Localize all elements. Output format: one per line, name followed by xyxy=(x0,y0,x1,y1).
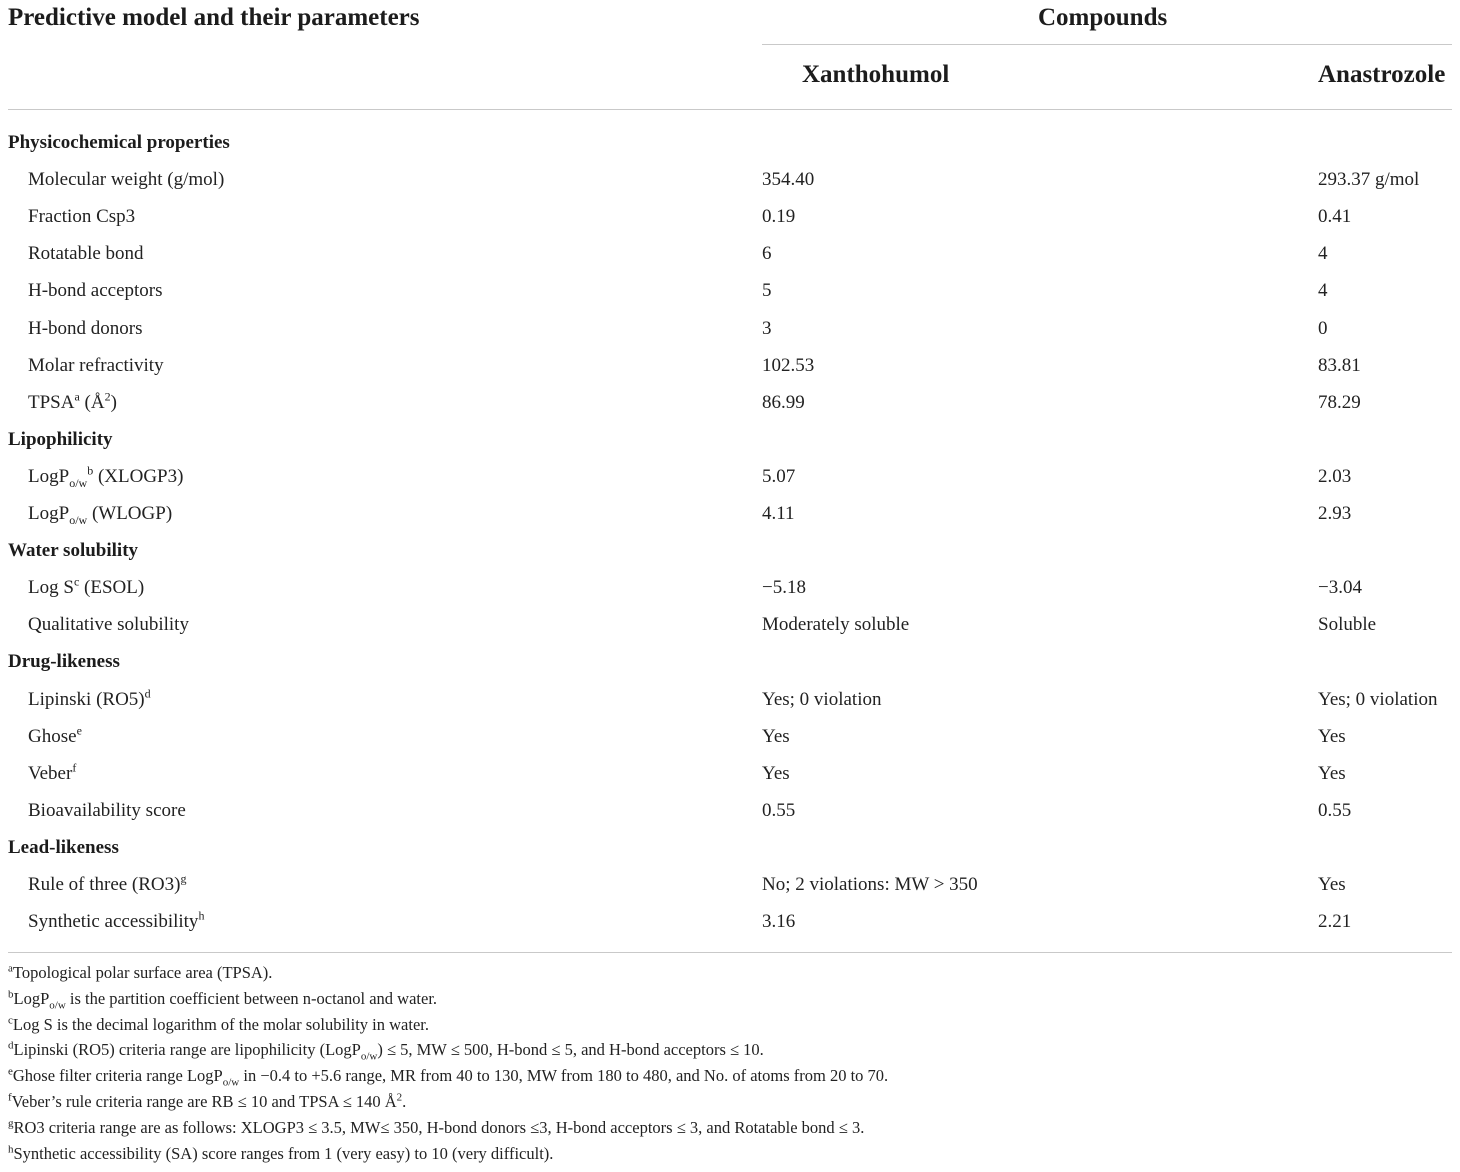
footnote-mark: b xyxy=(8,988,14,1001)
footnote-mark: g xyxy=(8,1117,14,1130)
footnote-subscript: o/w xyxy=(49,999,66,1012)
xanthohumol-value: 5 xyxy=(762,280,772,302)
anastrozole-value: Soluble xyxy=(1318,614,1377,636)
parameter-label xyxy=(28,760,77,785)
footnote xyxy=(8,1118,864,1138)
footnote-marker: h xyxy=(198,908,205,923)
footnote-mark: h xyxy=(8,1143,14,1156)
parameter-text: Ghose xyxy=(28,725,77,747)
parameter-label xyxy=(28,463,184,490)
xanthohumol-value: 0.19 xyxy=(762,206,796,228)
parameter-label xyxy=(28,871,187,896)
table-bottom-rule xyxy=(8,952,1452,953)
footnote-text: Ghose filter criteria range LogP xyxy=(12,1066,223,1086)
footnote-mark: f xyxy=(8,1091,12,1104)
xanthohumol-value: −5.18 xyxy=(762,577,806,599)
parameter-text: TPSA xyxy=(28,391,75,413)
section-title: Lipophilicity xyxy=(8,428,113,450)
parameter-text: Molecular weight (g/mol) xyxy=(28,169,225,191)
anastrozole-value: 293.37 g/mol xyxy=(1318,169,1420,191)
footnote-marker: c xyxy=(73,574,80,589)
footnote xyxy=(8,988,438,1012)
anastrozole-value: 83.81 xyxy=(1318,354,1361,376)
section-title: Physicochemical properties xyxy=(8,132,230,153)
anastrozole-value: Yes xyxy=(1318,874,1346,895)
parameter-text: H-bond acceptors xyxy=(28,280,163,302)
parameter-text: Log S xyxy=(28,577,74,599)
parameter-label xyxy=(28,723,82,748)
footnote xyxy=(8,963,272,983)
footnote-marker: g xyxy=(180,871,187,886)
parameter-tail: ) xyxy=(110,391,117,413)
xanthohumol-value: 354.40 xyxy=(762,169,815,191)
parameter-label xyxy=(28,355,164,377)
parameter-text: H-bond donors xyxy=(28,317,143,339)
parameter-text: LogP xyxy=(28,465,70,487)
footnote xyxy=(8,1092,406,1112)
anastrozole-value: 0.41 xyxy=(1318,206,1352,228)
footnote-superscript: 2 xyxy=(396,1091,403,1104)
anastrozole-value: 4 xyxy=(1318,280,1328,302)
footnote-text: Log S is the decimal logarithm of the molar solubility in water. xyxy=(12,1014,429,1034)
xanthohumol-value: Moderately soluble xyxy=(762,614,910,636)
xanthohumol-value: Yes xyxy=(762,762,790,784)
anastrozole-value: 0.55 xyxy=(1318,799,1352,821)
footnote xyxy=(8,1065,889,1089)
parameter-label xyxy=(28,169,224,191)
anastrozole-value: Yes xyxy=(1318,725,1346,747)
parameter-text: Lipinski (RO5) xyxy=(28,688,145,710)
xanthohumol-value: Yes; 0 violation xyxy=(762,688,882,710)
anastrozole-value: 2.21 xyxy=(1318,911,1352,933)
parameter-label xyxy=(28,503,172,525)
footnote-text: is the partition coefficient between n-octanol and water. xyxy=(65,988,438,1008)
xanthohumol-value: 0.55 xyxy=(762,799,796,821)
footnote-text: Synthetic accessibility (SA) score ranges from 1 (very easy) to 10 (very difficult). xyxy=(13,1143,554,1163)
footnote-subscript: o/w xyxy=(222,1076,240,1089)
subscript: o/w xyxy=(69,475,88,490)
xanthohumol-value: 3 xyxy=(762,317,772,339)
parameter-text: Rotatable bond xyxy=(28,243,144,265)
parameter-text: Rule of three (RO3) xyxy=(28,874,181,895)
footnote-marker: b xyxy=(87,463,94,478)
xanthohumol-value: 86.99 xyxy=(762,391,805,413)
parameter-text: Veber xyxy=(28,762,73,784)
xanthohumol-value: Yes xyxy=(762,725,790,747)
parameter-label xyxy=(28,574,145,599)
footnote-marker: e xyxy=(76,723,82,738)
footnote-marker: d xyxy=(144,686,151,701)
footnote xyxy=(8,1015,429,1035)
footnote-pre: LogP xyxy=(13,988,50,1008)
parameter-text: Qualitative solubility xyxy=(28,614,189,636)
parameter-label xyxy=(28,800,186,822)
column-header-anastrozole: Anastrozole xyxy=(1318,61,1446,88)
parameter-suffix: (XLOGP3) xyxy=(93,465,184,487)
subscript: o/w xyxy=(69,512,88,527)
header-bottom-rule xyxy=(8,109,1452,110)
parameter-label xyxy=(28,908,205,933)
footnote-text: RO3 criteria range are as follows: XLOGP3 ≤ 3.5, MW≤ 350, H-bond donors ≤3, H-bond acceptors ≤ 3, and Rotatable bond ≤ 3. xyxy=(13,1117,865,1137)
footnote-subscript: o/w xyxy=(360,1050,378,1063)
xanthohumol-value: 102.53 xyxy=(762,354,815,376)
anastrozole-value: −3.04 xyxy=(1318,577,1362,599)
parameter-suffix: (ESOL) xyxy=(79,577,145,599)
anastrozole-value: Yes; 0 violation xyxy=(1318,688,1438,710)
parameter-suffix: (Å xyxy=(79,391,105,413)
parameter-label xyxy=(28,318,143,340)
parameter-text: LogP xyxy=(28,503,70,524)
parameter-text: Bioavailability score xyxy=(28,799,186,821)
footnote-post: . xyxy=(402,1092,407,1111)
group-header-rule xyxy=(762,44,1452,45)
footnote-text: Veber’s rule criteria range are RB ≤ 10 and TPSA ≤ 140 Å xyxy=(11,1092,397,1111)
parameter-label xyxy=(28,243,144,265)
section-title: Water solubility xyxy=(8,540,139,562)
parameter-label xyxy=(28,280,163,302)
parameter-text: Fraction Csp3 xyxy=(28,206,136,228)
footnote-text: Topological polar surface area (TPSA). xyxy=(12,963,273,982)
footnote-mark: c xyxy=(8,1014,13,1027)
section-title: Drug-likeness xyxy=(8,651,120,673)
unit-superscript: 2 xyxy=(104,389,111,404)
xanthohumol-value: 6 xyxy=(762,243,772,265)
footnote-text: Lipinski (RO5) criteria range are lipophilicity (LogP xyxy=(13,1040,361,1060)
footnote-post: in −0.4 to +5.6 range, MR from 40 to 130, MW from 180 to 480, and No. of atoms from 20 to 70. xyxy=(239,1066,889,1086)
xanthohumol-value: 5.07 xyxy=(762,465,796,487)
column-group-header-compounds: Compounds xyxy=(1038,4,1168,31)
footnote xyxy=(8,1039,764,1063)
anastrozole-value: 2.03 xyxy=(1318,465,1352,487)
parameter-text: Synthetic accessibility xyxy=(28,911,199,933)
footnote-mark: e xyxy=(8,1065,13,1078)
xanthohumol-value: No; 2 violations: MW > 350 xyxy=(762,874,978,895)
parameter-suffix: (WLOGP) xyxy=(87,503,173,524)
anastrozole-value: 2.93 xyxy=(1318,503,1352,524)
xanthohumol-value: 4.11 xyxy=(762,503,795,524)
footnote-mark: a xyxy=(8,962,13,975)
footnote-marker: a xyxy=(74,389,80,404)
anastrozole-value: Yes xyxy=(1318,762,1346,784)
footnote-post: ) ≤ 5, MW ≤ 500, H-bond ≤ 5, and H-bond acceptors ≤ 10. xyxy=(377,1040,764,1060)
parameter-label xyxy=(28,206,135,228)
parameter-label xyxy=(28,686,151,711)
anastrozole-value: 0 xyxy=(1318,317,1328,339)
anastrozole-value: 78.29 xyxy=(1318,391,1361,413)
xanthohumol-value: 3.16 xyxy=(762,911,796,933)
section-title: Lead-likeness xyxy=(8,836,119,858)
footnote xyxy=(8,1144,553,1164)
column-header-parameters: Predictive model and their parameters xyxy=(8,4,420,31)
column-header-xanthohumol: Xanthohumol xyxy=(802,61,950,88)
parameter-label xyxy=(28,389,117,414)
anastrozole-value: 4 xyxy=(1318,243,1328,265)
footnote-marker: f xyxy=(72,760,77,775)
parameter-text: Molar refractivity xyxy=(28,354,164,376)
footnote-mark: d xyxy=(8,1039,14,1052)
parameter-label xyxy=(28,614,189,636)
